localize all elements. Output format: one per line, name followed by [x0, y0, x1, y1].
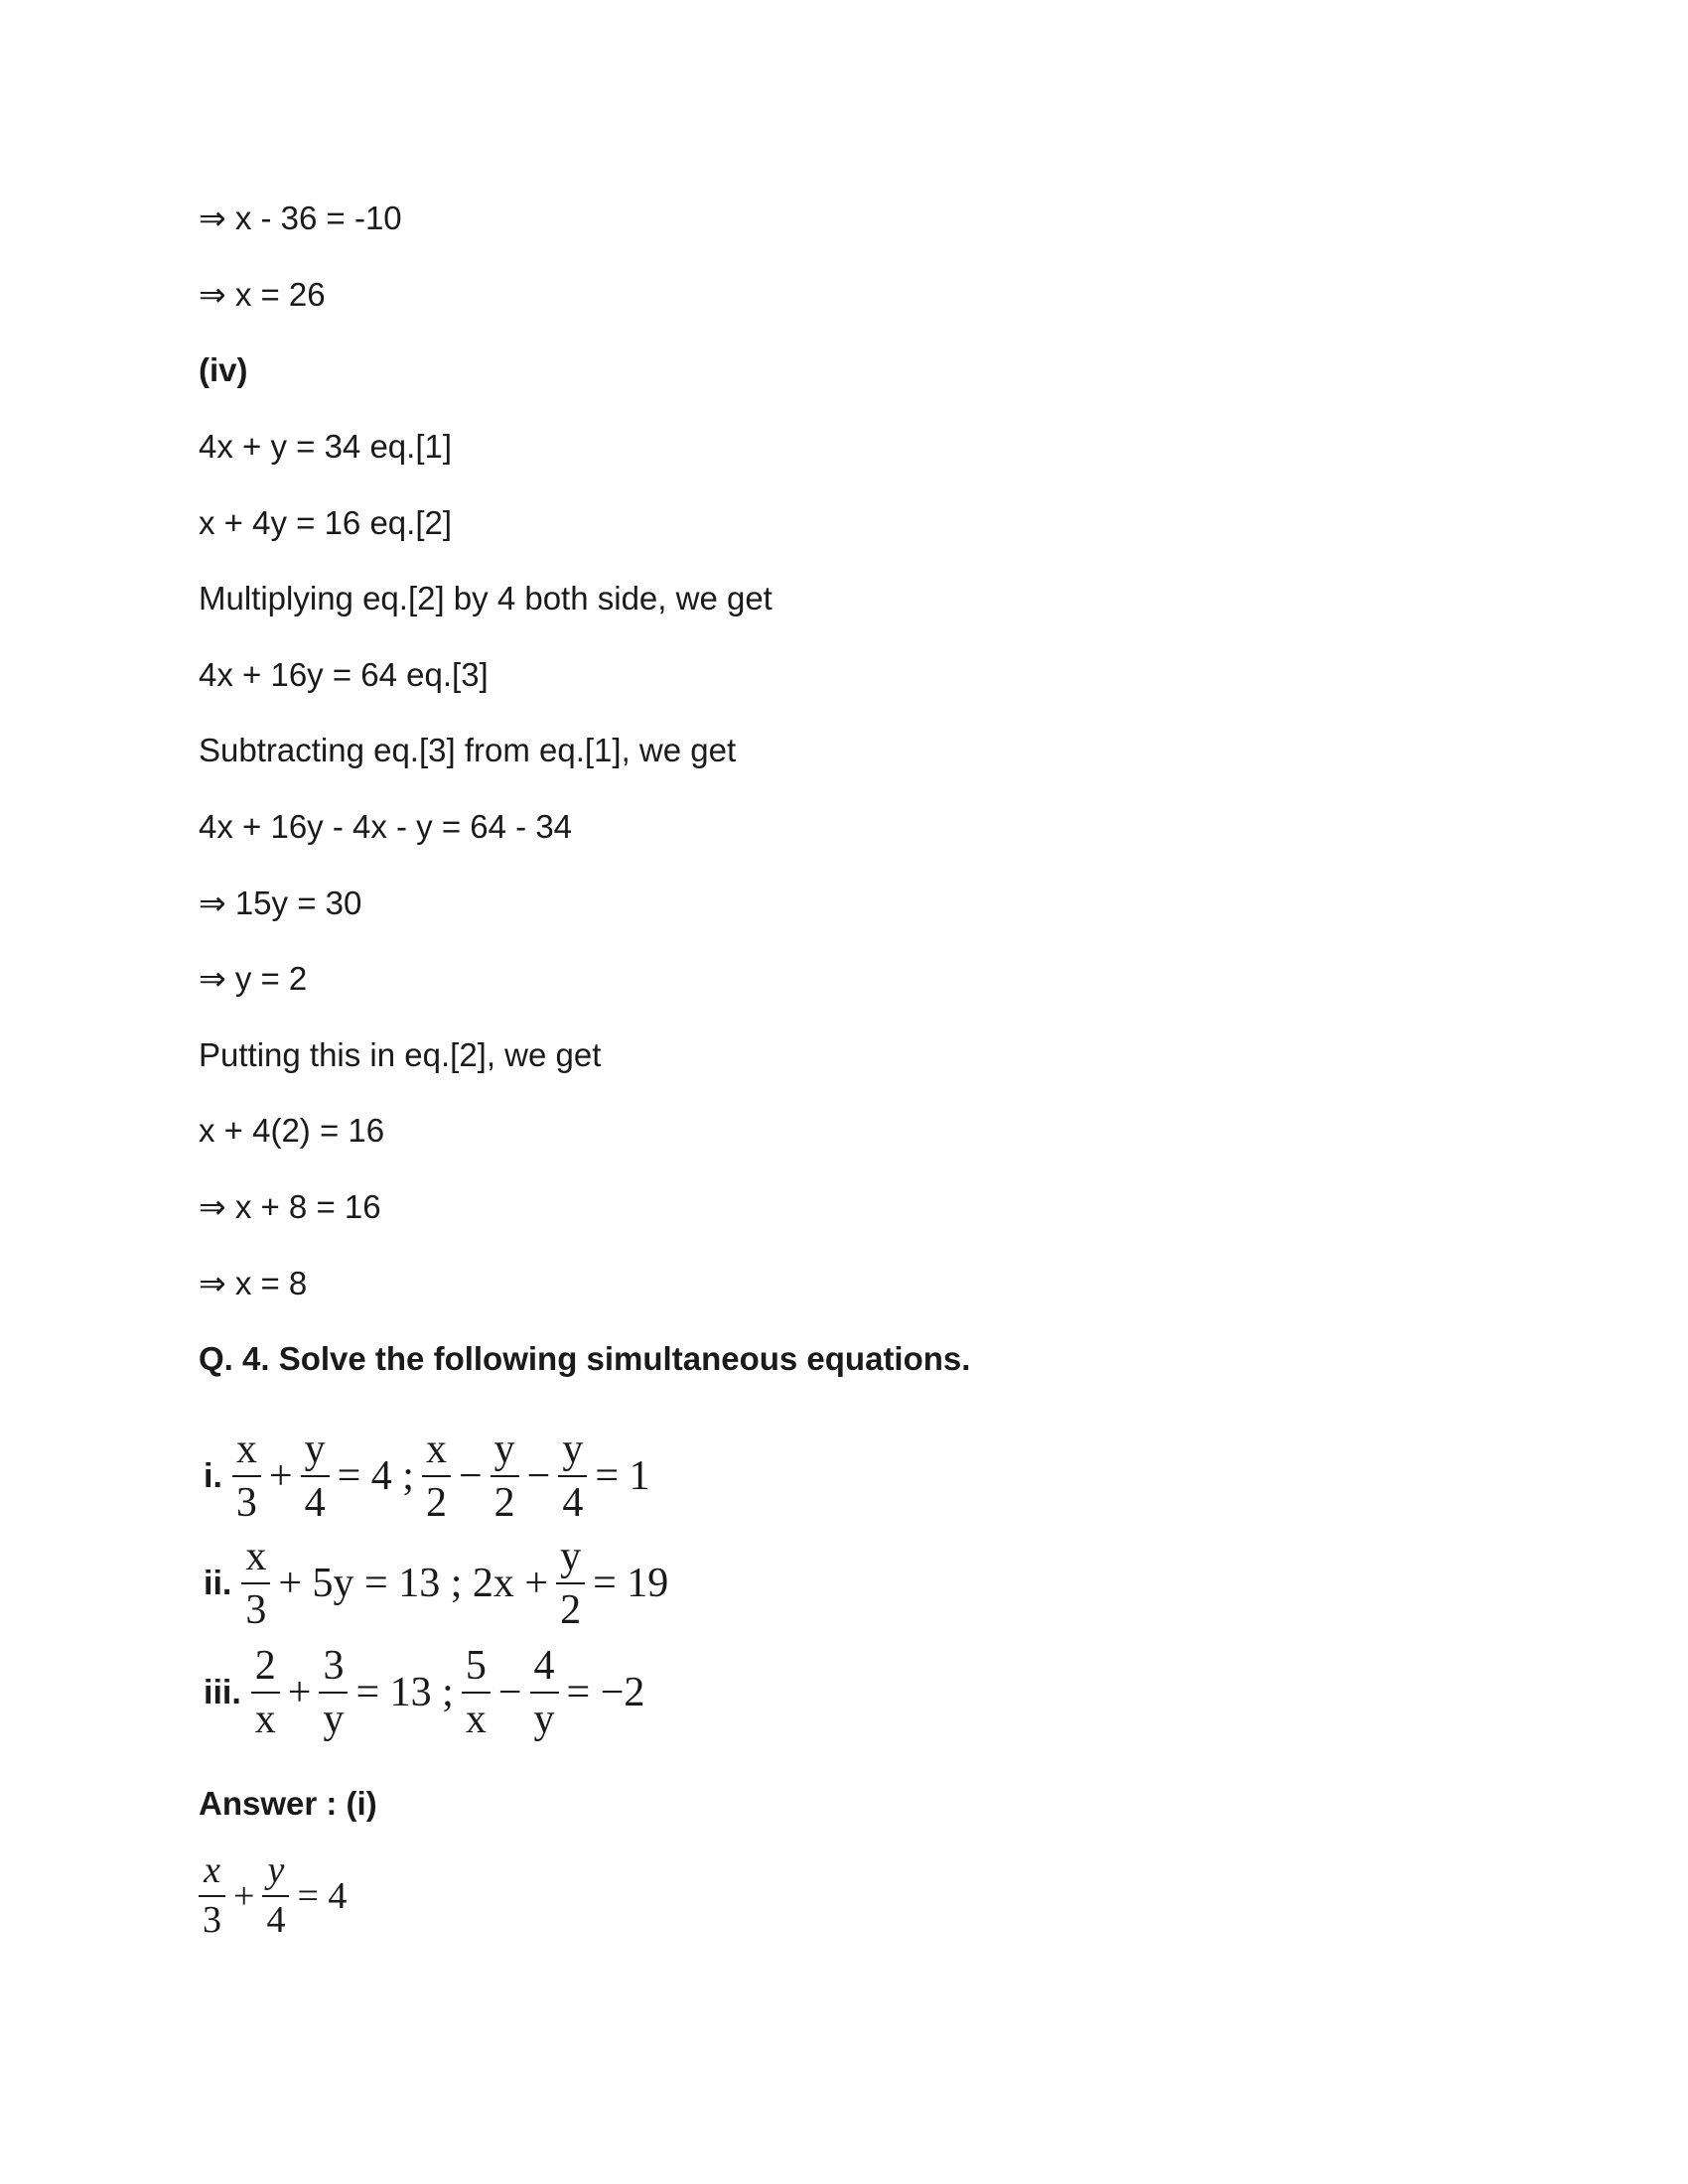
answer-heading: Answer : (i): [199, 1785, 377, 1822]
part-iv-heading: (iv): [199, 351, 248, 388]
line-substitution: x + 4(2) = 16: [199, 1112, 385, 1149]
line-eq2: x + 4y = 16 eq.[2]: [199, 504, 453, 541]
fraction: $\frac{y}{4}$: [262, 1851, 289, 1941]
line-eq1: 4x + y = 34 eq.[1]: [199, 428, 453, 465]
fraction: $\frac{y}{4}$: [301, 1428, 330, 1525]
fraction: $\frac{2}{x}$: [251, 1644, 280, 1741]
line-multiplying: Multiplying eq.[2] by 4 both side, we get: [199, 580, 773, 616]
q4-equation-ii: ii. $\frac{x}{3}$ + 5y = 13 ; 2x + $\frac{y}{2}$ = 19: [204, 1534, 669, 1634]
line-y-equals-2: ⇒ y = 2: [199, 960, 308, 997]
fraction: $\frac{4}{y}$: [530, 1644, 559, 1741]
line-x-plus-8: ⇒ x + 8 = 16: [199, 1188, 381, 1225]
q4-equation-i: i. $\frac{x}{3}$ + $\frac{y}{4}$ = 4 ; $\frac{x}{2}$ − $\frac{y}{2}$ − $\frac{y}{4}$ = 1: [204, 1427, 650, 1527]
fraction: $\frac{5}{x}$: [462, 1644, 491, 1741]
line-x-equals-8: ⇒ x = 8: [199, 1265, 308, 1301]
line-x-minus-36: ⇒ x - 36 = -10: [199, 200, 402, 236]
line-15y: ⇒ 15y = 30: [199, 885, 362, 921]
fraction: $\frac{y}{2}$: [491, 1428, 519, 1525]
question-4-heading: Q. 4. Solve the following simultaneous equations.: [199, 1340, 971, 1377]
fraction: $\frac{x}{2}$: [422, 1428, 451, 1525]
line-subtraction-step: 4x + 16y - 4x - y = 64 - 34: [199, 808, 573, 845]
answer-equation: $\frac{x}{3}$ + $\frac{y}{4}$ = 4: [195, 1851, 351, 1941]
line-putting: Putting this in eq.[2], we get: [199, 1036, 602, 1073]
fraction: $\frac{x}{3}$: [241, 1535, 270, 1632]
line-eq3: 4x + 16y = 64 eq.[3]: [199, 656, 489, 693]
fraction: $\frac{3}{y}$: [319, 1644, 348, 1741]
line-subtracting: Subtracting eq.[3] from eq.[1], we get: [199, 732, 737, 768]
fraction: $\frac{x}{3}$: [232, 1428, 261, 1525]
q4-iii-label: iii.: [204, 1673, 241, 1711]
fraction: $\frac{y}{2}$: [556, 1535, 585, 1632]
fraction: $\frac{x}{3}$: [199, 1851, 225, 1941]
fraction: $\frac{y}{4}$: [558, 1428, 587, 1525]
q4-i-label: i.: [204, 1456, 222, 1495]
q4-equation-iii: iii. $\frac{2}{x}$ + $\frac{3}{y}$ = 13 ; $\frac{5}{x}$ − $\frac{4}{y}$ = −2: [204, 1643, 645, 1743]
line-x-equals-26: ⇒ x = 26: [199, 276, 326, 313]
q4-ii-label: ii.: [204, 1564, 232, 1602]
